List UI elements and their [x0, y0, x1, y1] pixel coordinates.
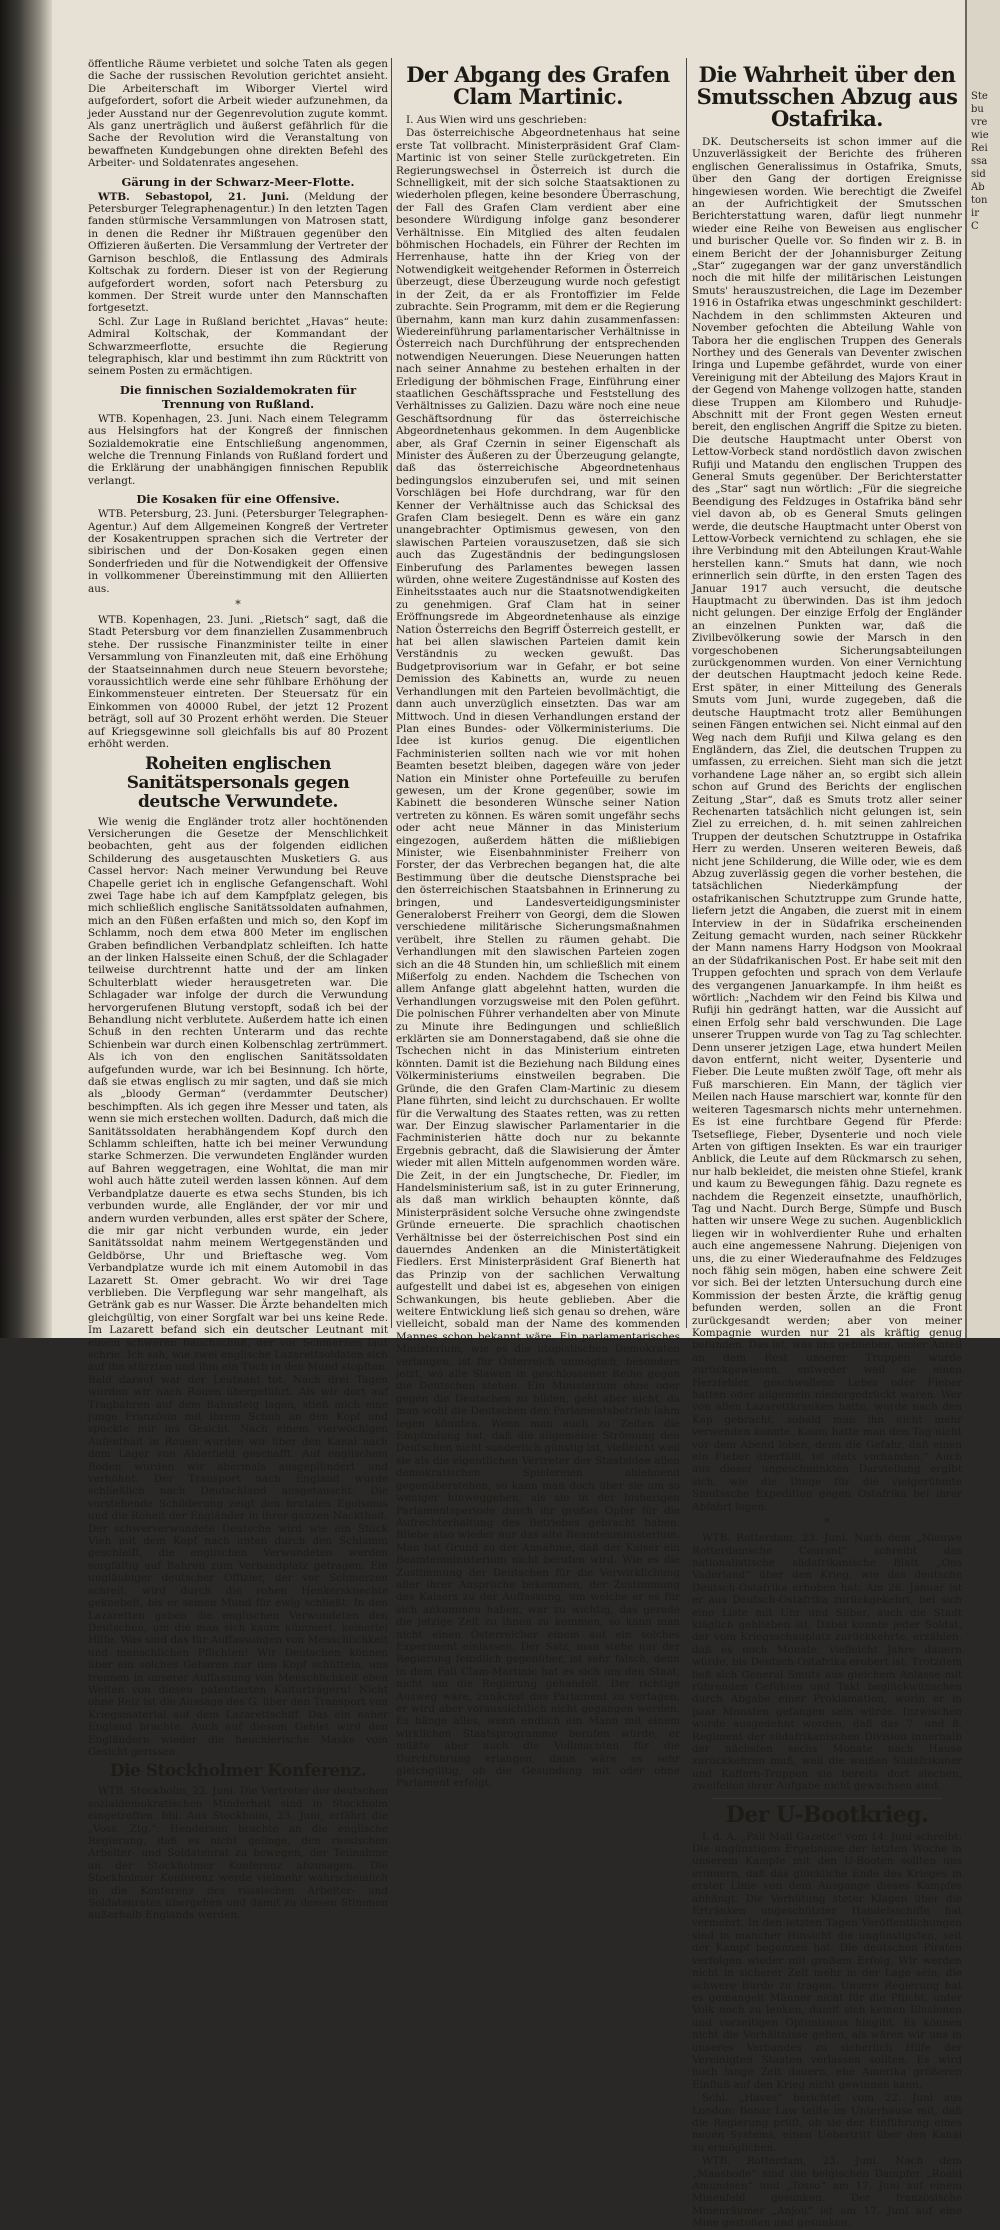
havas-note: Schl. Zur Lage in Rußland berichtet „Havas“ heute: Admiral Koltschak, der Kommandant der Schwarzmeerflotte, ersuchte die Regierung telegraphisch, klar und bestimmt ihn zum Rücktritt von seinem Posten zu ermächtigen. — [88, 315, 388, 378]
column-rule — [686, 58, 687, 1328]
rotterdam-mines-paragraph: WTB. Rotterdam, 23. Juni. Nach dem „Maasbode“ sind die belgischen Dampfer „Roald Amundsen“ und „Tosso“ am 17. Juni auf einem Minenfeld gesunken. Der französische Minenräumer „Anjou“ ist am 17. Juni auf eine Mine gestoßen und gesunken. — [692, 2155, 962, 2230]
edge-fragment: ir — [971, 208, 979, 219]
edge-fragment: sid — [971, 169, 986, 180]
body-text: (Meldung der Petersburger Telegraphenagentur.) In den letzten Tagen fanden stürmische Versammlungen von Matrosen statt, in denen die Redner ihr Mißtrauen gegenüber den Offizieren äußerten. Die Versammlung der Vertreter der Garnison beschloß, die Entlassung des Admirals Koltschak zu fordern. Dieser ist von der Regierung aufgefordert worden, sofort nach Petersburg zu kommen. Der Streit wurde unter den Mannschaften fortgesetzt. — [88, 190, 388, 315]
headline-clam-martinic: Der Abgang des Grafen Clam Martinic. — [406, 62, 670, 109]
edge-fragment: Ab — [971, 182, 985, 193]
column-right — [692, 62, 962, 2230]
edge-fragment: ssa — [971, 156, 988, 167]
book-gutter — [0, 0, 52, 1338]
edge-fragment: ton — [971, 195, 988, 206]
dateline: WTB. Sebastopol, 21. Juni. — [98, 190, 290, 203]
finance-paragraph: WTB. Kopenhagen, 23. Juni. „Rietsch“ sagt, daß die Stadt Petersburg vor dem finanziellen Zusammenbruch stehe. Der russische Finanzminister teilte in einer Versammlung von Finanzleuten mit, daß eine Erhöhung der Staatseinnahmen durch neue Steuern bevorstehe; voraussichtlich werde eine sehr fühlbare Erhöhung der Einkommensteuer eintreten. Der Steuersatz für ein Einkommen von 40000 Rubel, der jetzt 12 Prozent beträgt, soll auf 30 Prozent erhöht werden. Die Steuer auf Kriegsgewinne soll gleichfalls bis auf 80 Prozent erhöht werden. — [88, 614, 388, 751]
clam-paragraph: Das österreichische Abgeordnetenhaus hat seine erste Tat vollbracht. Ministerpräsident Graf Clam-Martinic ist von seiner Stelle zurückgetreten. Ein Regierungswechsel in Österreich ist durch die Schnelligkeit, mit der sich solche Staatsaktionen zu wiederholen pflegen, keine besondere Überraschung, der Fall des Grafen Clam verdient aber eine besondere Würdigung infolge ganz besonderer Verhältnisse. Ein Mitglied des alten feudalen böhmischen Hochadels, ein Führer der Rechten im Herrenhause, hatte ihn der Krieg von der Notwendigkeit weitgehender Reformen in Österreich überzeugt, diese Überzeugung wurde noch gefestigt in der Zeit, da er als Frontoffizier im Felde zubrachte. Sein Programm, mit dem er die Regierung übernahm, kann man kurz dahin zusammenfassen: Wiedereinführung parlamentarischer Verhältnisse in Österreich nach Durchführung der entsprechenden notwendigen Neuerungen. Diese Neuerungen hatten nach seiner Annahme zu bestehen erhalten in der Erledigung der böhmischen Frage, Einführung einer staatlichen Geschäftssprache und Feststellung des Verhältnisses zu Galizien. Dazu wäre noch eine neue Geschäftsordnung für das österreichische Abgeordnetenhaus gekommen. In dem Augenblicke aber, als Graf Czernin in seiner Eigenschaft als Minister des Äußeren zu der Überzeugung gelangte, daß das österreichische Abgeordnetenhaus bedingungslos einzuberufen sei, und mit seinen Vorschlägen bei Hofe durchdrang, war für den Kenner der Verhältnisse auch das Schicksal des Grafen Clam besiegelt. Denn es wäre ein ganz unangebrachter Optimismus gewesen, von den slawischen Parteien vorauszusetzen, daß sie sich auch das Zugeständnis der bedingungslosen Einberufung des Parlamentes bewegen lassen würden, ohne weitere Zugeständnisse auf Kosten des Einheitsstaates auch nur die Staatsnotwendigkeiten zu genehmigen. Graf Clam hat in seiner Eröffnungsrede im Abgeordnetenhause als einzige Nation Österreichs den Begriff Österreich gestellt, er hat bei allen slawischen Parteien damit kein Verständnis zu wecken gewußt. Das Budgetprovisorium war in Gefahr, er bot seine Demission des Kabinetts an, wurde zu neuen Verhandlungen mit den Parteien bevollmächtigt, die dann auch unverzüglich einsetzten. Das war am Mittwoch. Und in diesen Verhandlungen erstand der Plan eines Bundes- oder Völkerministeriums. Die Idee ist kurios genug. Die eigentlichen Fachministerien sollten nach wie vor mit hohen Beamten besetzt bleiben, dagegen wäre von jeder Nation ein Minister ohne Portefeuille zu berufen gewesen, um der Krone gegenüber, sowie im Kabinett die besonderen Wünsche seiner Nation vertreten zu können. Es wären somit ungefähr sechs oder acht neue Männer in das Ministerium eingezogen, außerdem hätten die mißliebigen Minister, wie Eisenbahnminister Freiherr von Forster, der das Verbrechen begangen hat, die alte Bestimmung über die deutsche Dienstsprache bei den österreichischen Staatsbahnen in Erinnerung zu bringen, und Landesverteidigungsminister Generaloberst Freiherr von Georgi, dem die Slowen verschiedene militärische Sicherungsmaßnahmen verübelt, ihre Stellen zu räumen gehabt. Die Verhandlungen mit den slawischen Parteien zogen sich an die 48 Stunden hin, um schließlich mit einem Mißerfolg zu enden. Nachdem die Tschechen von allem Anfange glatt abgelehnt hatten, wurden die Verhandlungen vorzugsweise mit den Polen geführt. Die polnischen Führer verhandelten aber von Minute zu Minute ihre Bedingungen und schließlich erklärten sie am Donnerstagabend, daß sie ohne die Tschechen nicht in das Ministerium eintreten könnten. Damit ist die Beziehung nach Bildung eines Völkerministeriums einstweilen begraben. Die Gründe, die den Grafen Clam-Martinic zu diesem Plane führten, sind leicht zu durchschauen. Er wollte für die Verwaltung des Staates retten, was zu retten war. Der Einzug slawischer Parlamentarier in die Fachministerien hätte doch nur zu bekannte Ergebnis gebracht, daß die Slawisierung der Ämter wieder mit allen Mitteln aufgenommen worden wäre. Die Zeit, in der ein Jungtscheche, Dr. Fiedler, im Handelsministerium saß, ist in zu guter Erinnerung, als daß man wirklich behaupten könnte, daß Ministerpräsident solche Versuche ohne zwingendste Gründe erneuerte. Die sprachlich chaotischen Verhältnisse bei der österreichischen Post sind ein dauerndes Andenken an die Ministertätigkeit Fiedlers. Erst Ministerpräsident Graf Bienerth hat das Prinzip von der sachlichen Verwaltung aufgestellt und dabei ist es, abgesehen von einigen Schwankungen, bis heute geblieben. Aber die weitere Entwicklung ließ sich genau so drehen, wäre vielleicht, sobald man der Name des kommenden Mannes schon bekannt wäre. Ein parlamentarisches Ministerium, wie es die utopistischen Demokraten verlangen, ist für Österreich unmöglich, besonders jetzt, wo alle Slawen in geschlossener Reihe gegen die Deutschen stehen. Ein Ministerium ohne oder gegen die Deutschen zu bilden, geht aber nicht, da man wohl die Deutschen den Parlamentsbetrieb lahm legen könnten. Wenn man auch zu Zeiten die Empfindung hat, daß die allgemeine Strömung den Deutschen nicht sonderlich günstig ist, vielleicht weil sie als die eigentlichen Vertreter der Staatsidee allen demokratischen Spielereien ablehnend gegenüberstehen, so kann man doch über sie um so weniger hinweggehen, als sie in der bisherigen Parlamentsperiode durch ihr großes Opfer für die Aufrechterhaltung des Betriebes gebracht haben. Bliebe also wieder nur das alte Beamtenministerium. Man hat Grund zu der Annahme, daß der Kaiser ein Beamtenministerium nicht berufen wird. Wie es die Zustimmung der Deutschen für die Verwirklichung aller ihrer Ansprüche bekommen, der Zustimmung des Kaisers zu der Auffassung, um welche er es für sich ankommen haben, war zu wichtig, das gerade die jetzige Zeit zu ihnen zu kommen, so kann man nicht einen Österreicher einem auf ein solches Experiment einlassen. Der Satz, man stehe nur der Regierung feindlich gegenüber, ist sehr falsch, denn in dem Fall Clam-Martinic hat es sich um den Staat, nicht um die Regierung gehandelt. Der richtige Ausweg wäre, zunächst das Parlament zu vertagen, er wird aber voraussichtlich nicht gegangen werden. Es hänge alles, wenn endlich ein Mann mit einem wirklichen Staatsprogramme berufen würde, er müßte aber auch die Vollmachten für die Durchführung erlangen, dann wäre es sehr gleichgültig, ob die Gesundung mit oder ohne Parlament erfolgt. — [396, 127, 680, 1790]
subheading-kosaken: Die Kosaken für eine Offensive. — [136, 492, 340, 507]
subheading-finnish: Die finnischen Sozialdemokraten für Trennung von Rußland. — [119, 382, 357, 411]
stockholm-paragraph: WTB. Stockholm, 22. Juni. Die Vertreter der deutschen sozialdemokratischen Minderheit sind in Stockholm eingetroffen. bbl. Aus Stockholm, 23. Juni, erfährt die „Voss. Ztg.“: Henderson brachte an die englische Regierung, daß es nicht gelinge, den russischen Arbeiter- und Soldatenrat zu bewegen, der Teilnahme an der Stockholmer Konferenz abzusagen. Die Stockholmer Konferenz werde vielmehr wahrscheinlich in die Konferenz des russischen Arbeiter- und Soldatenrates übergehen und damit zu dessen Stimmen außerhalb Englands werden. — [88, 1785, 388, 1922]
subheading-schwarzmeer: Gärung in der Schwarz-Meer-Flotte. — [121, 174, 355, 189]
opening-paragraph: öffentliche Räume verbietet und solche Taten als gegen die Sache der russischen Revolution gerichtet ansieht. Die Arbeiterschaft im Wiborger Viertel wird aufgefordert, sofort die Arbeit wieder aufzunehmen, da jeder Ausstand nur der Gegenrevolution zugute kommt. Als ganz unerträglich und äußerst gefährlich für die Sache der Revolution wird die Veranstaltung von bewaffneten Kundgebungen ohne direkten Befehl des Arbeiter- und Soldatenrates angesehen. — [88, 58, 388, 170]
roheiten-paragraph: Wie wenig die Engländer trotz aller hochtönenden Versicherungen die Gesetze der Menschlichkeit beobachten, geht aus der folgenden eidlichen Schilderung des ausgetauschten Musketiers G. aus Cassel hervor: Nach meiner Verwundung bei Reuve Chapelle geriet ich in englische Gefangenschaft. Wohl zwei Tage habe ich auf dem Kampfplatz gelegen, bis mich schließlich englische Sanitätssoldaten aufnahmen, mich an den Füßen erfaßten und mich so, den Kopf im Schlamm, noch dem etwa 800 Meter im englischen Graben befindlichen Verbandplatz schleiften. Ich hatte an der linken Halsseite einen Schuß, der die Schlagader teilweise durchtrennt hatte und der am linken Schulterblatt wieder herausgetreten war. Die Schlagader war infolge der durch die Verwundung hervorgerufenen Blutung verstopft, sodaß ich bei der Behandlung nicht verblutete. Außerdem hatte ich einen Schuß in den rechten Unterarm und das rechte Schienbein war durch einen Kolbenschlag zertrümmert. Als ich von den englischen Sanitätssoldaten aufgefunden wurde, war ich bei Besinnung. Ich hörte, daß sie etwas englisch zu mir sagten, und daß sie mich als „bloody German“ (verdammter Deutscher) beschimpften. Als ich gegen ihre Messer und taten, als wenn sie mich erstechen wollten. Dadurch, daß mich die Sanitätssoldaten herabhängendem Kopf durch den Schlamm schleiften, hatte ich bei meiner Verwundung starke Schmerzen. Die verwundeten Engländer wurden auf Bahren weggetragen, eine Wohltat, die man mir wohl auch hätte zuteil werden lassen können. Auf dem Verbandplatze dauerte es etwa sechs Stunden, bis ich verbunden wurde, alle Engländer, der vor mir und andern wurden verbunden, alles erst später der Schere, die mir gar nicht verbunden wurde, ein jeder Sanitätssoldat nahm meinem Wertgegenständen und Geldbörse, Uhr und Brieftasche weg. Vom Verbandplatze wurde ich mit einem Automobil in das Lazarett St. Omer gebracht. Wo wir drei Tage verblieben. Die Verpflegung war sehr mangelhaft, als Getränk gab es nur Wasser. Die Ärzte behandelten mich gleichgültig, von einer Sorgfalt war bei uns keine Rede. Im Lazarett befand sich ein deutscher Leutnant mit einem schweren Bauchschuß, der vor Schmerzen laut schrie. Ich sah, wie zwei englische Lazarettsoldaten sich auf ihn stürzten und ihm ein Tuch in den Mund stopften. Bald darauf war der Leutnant tot. Nach drei Tagen wurden wir nach Rouen übergeführt. Als wir dort auf Tragbahren auf dem Bahnsteig lagen, stieß mich eine junge Französin mit ihrem Schuh an den Kopf und spuckte mir ins Gesicht. Nach einem vierwöchigen Aufenthalt in Rouen wurden wir über den Kanal nach dem Lager von Alderfield geschafft. Auf englischem Boden wurden wir abermals ausgeplündert und verhöhnt. Der Transport nach England wurde schließlich nach Deutschland ausgetauscht. Die vorstehende Schilderung zeigt den brutalen Egoismus und die Roheit der Engländer in ihrer ganzen Nacktheit. Der schwerverwundete Deutsche wird wie ein Stück Vieh mit dem Kopf nach unten durch den Schlamm geschleift, die englischen Verwundeten werden sorgfältig auf Bahren zum Verbandplatz getragen. Ein ungläubiger deutscher Offizier, der vor Schmerzen schreit, wird durch die rohen Henkersknechte geknebelt, bis er seinen Mund für ewig schließt. In den Lazaretten geben die englischen Verwundeten den Deutschen, um die man sich kaum kümmert, keinerlei Hilfe. Was sind das für Auffassungen von Menschlichkeit und menschlichen Pflichten! Wir Deutschen können über ein solches Gebaren nur den Kopf schütteln, uns trennen in unserer Auffassung von Menschlichkeit eben Welten von diesen patentierten Kulturträgern! Nicht ohne Reiz ist die Aussage des G. über den Transport von Kriegsmaterial auf dem Lazarettschiff. Das ein naher England brachte. Auch auf diesem Gebiet wird den Engländern wieder die heuchlerische Maske vom Gesicht gerissen. — [88, 815, 388, 1758]
dateline-sebastopol — [88, 191, 388, 315]
column-rule — [391, 58, 392, 1328]
headline-stockholm: Die Stockholmer Konferenz. — [109, 1761, 367, 1782]
edge-fragment: bu — [971, 104, 984, 115]
ubootkrieg-paragraph: I. d. A. „Pall Mall Gazette“ vom 14. Juni schreibt: Die ungünstigen Ergebnisse der letzten Woche in unserem Kampfe mit den U-Booten sollten uns erinnern, daß das glückliche Ende des Krieges in erster Linie von dem Ausgange dieses Kampfes abhängt. Die Verhütung steter Klagen über die Ertränken ungeschützter Handelsschiffe hat vermehrt. In den letzten Tagen Veröffentlichungen sind in mancher Hinsicht die ungünstigsten, seit der Kampf begonnen hat. Die deutschen Piraten verfolgen wieder mit großem Erfolg. Wir werden nicht in sicherer Zeit mehr in der Lage sein, die schwere Bürde zu tragen. Unsere Regierung hat es gemangelt Männer nicht für die Pflicht, unter Volk noch zu lenken, damit sich keinen Illusionen und vorzeitigen Optimismus hingibt. Es können nicht die Verhältnisse geben, als wären wir uns in unseres Verbandes zu sicherlich Hilfe der Vereinigten Staaten verlassen sollten. Es wird noch lange Zeit dauern, ehe Amerika größeren Einfluß auf den Krieg nicht gewinnen kann. — [692, 1830, 962, 2091]
finnish-paragraph: WTB. Kopenhagen, 23. Juni. Nach einem Telegramm aus Helsingfors hat der Kongreß der finnischen Sozialdemokratie eine Entschließung angenommen, welche die Trennung Finlands von Rußland fordert und die Erklärung der unabhängigen finnischen Republik verlangt. — [88, 412, 388, 487]
edge-fragment: wie — [971, 130, 989, 141]
section-star: * — [824, 1516, 830, 1530]
headline-roheiten: Roheiten englischen Sanitätspersonals gegen deutsche Verwundete. — [126, 753, 350, 812]
edge-fragment: Rei — [971, 143, 988, 154]
kosaken-paragraph: WTB. Petersburg, 23. Juni. (Petersburger Telegraphen-Agentur.) Auf dem Allgemeinen Kongreß der Vertreter der Kosakentruppen sprachen sich die Vertreter der sibirischen und der Don-Kosaken gegen einen Sonderfrieden und für die Notwendigkeit der Offensive in vollkommener Übereinstimmung mit den Alliierten aus. — [88, 508, 389, 595]
edge-fragment: C — [971, 221, 979, 232]
column-middle — [396, 62, 680, 1790]
divider — [712, 1798, 942, 1799]
edge-fragment: Ste — [971, 91, 988, 102]
headline-ubootkrieg: Der U-Bootkrieg. — [725, 1801, 929, 1828]
headline-smuts: Die Wahrheit über den Smutsschen Abzug aus Ostafrika. — [696, 62, 958, 131]
smuts-paragraph: DK. Deutscherseits ist schon immer auf die Unzuverlässigkeit der Berichte des früheren englischen Generalissimus in Ostafrika, Smuts, über den Gang der dortigen Ereignisse hingewiesen worden. Wie berechtigt die Zweifel an der Aufrichtigkeit der Smutsschen Berichterstattung waren, dafür liegt nunmehr wieder eine Reihe von Beweisen aus englischer und burischer Quelle vor. So finden wir z. B. in einem Bericht der der Johannisburger Zeitung „Star“ zugegangen war der ganz unverständlich noch die mit hilfe der militärischen Leistungen Smuts' herauszustreichen, die Lage im Dezember 1916 in Ostafrika etwas ungeschminkt geschildert: Nachdem in den schlimmsten Akteuren und November gefochten die Abteilung Wahle von Tabora her die englischen Truppen des Generals Northey und des Generals van Deventer zwischen Iringa und Lupembe gefährdet, wurde von einer Vereinigung mit der Abteilung des Majors Kraut in der Gegend von Mahenge vollzogen hatte, standen diese Truppen am Kilombero und Ruhudje-Abschnitt mit der Front gegen Westen erneut bereit, den englischen Angriff die Spitze zu bieten. Die deutsche Hauptmacht unter Oberst von Lettow-Vorbeck stand nordöstlich davon zwischen Rufiji und Matandu den englischen Truppen des General Smuts gegenüber. Der Berichterstatter des „Star“ sagt nun wörtlich: „Für die siegreiche Beendigung des Feldzuges in Ostafrika bänd sehr viel davon ab, ob es General Smuts gelingen werde, die deutsche Hauptmacht unter Oberst von Lettow-Vorbeck vernichtend zu schlagen, ehe sie ihre Verbindung mit den Abteilungen Kraut-Wahle herstellen kann.“ Smuts hat dann, wie noch erinnerlich sein dürfte, in den ersten Tagen des Januar 1917 auch versucht, die deutsche Hauptmacht zu überwinden. Das ist ihm jedoch nicht gelungen. Der einzige Erfolg der Engländer an einzelnen Punkten war, daß die Zivilbevölkerung sowie der Marsch in den vorgeschobenen Sicherungsabteilungen zurückgenommen wurden. Von einer Vernichtung der deutschen Hauptmacht jedoch keine Rede. Erst später, in einer Mitteilung des Generals Smuts vom Juni, wurde zugegeben, daß die deutsche Hauptmacht trotz aller Bemühungen seinen Fängen entwichen sei. Nicht einmal auf den Weg nach dem Rufiji und Kilwa gelang es den Engländern, das Ziel, die deutschen Truppen zu umfassen, zu erreichen. Sieht man sich die jetzt vorhandene Lage näher an, so ergibt sich allein schon auf Grund des Berichts der englischen Zeitung „Star“, daß es Smuts trotz aller seiner Rechenarten tatsächlich nicht gelungen ist, sein Ziel zu erreichen, d. h. mit seinen zahlreichen Truppen der deutschen Schutztruppe in Ostafrika Herr zu werden. Unseren weiteren Beweis, daß nicht jene Schilderung, die Wille oder, wie es dem Abzug zuverlässig gegen die vorher bestehen, die tatsächlichen Niederkämpfung der ostafrikanischen Schutztruppe zum Grunde hatte, liefern jetzt die Angaben, die zuerst mit in einem Interview in der in Südafrika erscheinenden Zeitung gemacht wurden, nach seiner Rückkehr der Mann namens Harry Hodgson von Mookraal an der Südafrikanischen Post. Er habe seit mit den Truppen gefochten und sprach von dem Verlaufe des vergangenen Januarkampfe. In ihm heißt es wörtlich: „Nachdem wir den Feind bis Kilwa und Rufiji hin gedrängt hatten, war die Aussicht auf einen Erfolg sehr bald verschwunden. Die Lage unserer Truppen wurde von Tag zu Tag schlechter. Denn unserer jetzigen Lage, etwa hundert Meilen davon entfernt, nicht weiter, Dysenterie und Fieber. Die Leute mußten zwölf Tage, oft mehr als Fuß marschieren. Ein Mann, der täglich vier Meilen nach Hause marschiert war, konnte für den weiteren Tagesmarsch nichts mehr unternehmen. Es ist eine furchtbare Gegend für Pferde: Tsetsefliege, Fieber, Dysenterie und noch viele Arten von giftigen Insekten. Es war ein trauriger Anblick, die Leute auf dem Rückmarsch zu sehen, nur halb bekleidet, die meisten ohne Stiefel, krank und kaum zu Bewegungen fähig. Dazu regnete es nachdem die Regenzeit einsetzte, unaufhörlich, Tag und Nacht. Durch Berge, Sümpfe und Busch hatten wir unsere Wege zu suchen. Augenblicklich liegen wir in wohlverdienter Ruhe und erhalten auch eine angemessene Nahrung. Diejenigen von uns, die zu einer Wiederaufnahme des Feldzuges noch fähig sein mögen, haben eine schwere Zeit vor sich. Bei der letzten Untersuchung durch eine Kommission der besten Ärzte, die kräftig genug befunden werden, sollen an die Front zurückgesandt werden; aber von meiner Kompagnie wurden nur 21 als kräftig genug befunden. Das ist, was uns geblieben, unser Anteil an dem Rest unserer Truppen wurde zurückgewiesen, entweder weil sie einen Herzfehler, geschwollene Leber oder Fieber hatten oder allgemein niedergedrückt waren. Wer von allen Lazarettkranken hatte, wurde nach den Kap gebracht, sobald man ihn nicht mehr verwenden konnte. Kaum hatte man den Tag nicht vor dem Abend loben, denn die Gefahr, daß einen ein Fieber überfällt, ist stets vorhanden.“ Auch aus dieser ungeschminkten Darstellung ergibt sich, wie die Dinge für die vielgerühmte Smutssche Expedition gegen Ostafrika bei ihrer Abfahrt lagen. — [692, 136, 962, 1513]
havas-london-paragraph: Schl. „Havas“ berichtet vom 22. Juni aus London: Bonar Law teilte im Unterhause mit, daß die Regierung prüft, ob sie der Einführung eines neuen Systems, einen Uebertritt über den Kanal zu ermöglichen. — [692, 2092, 962, 2154]
section-star: * — [235, 598, 241, 612]
edge-fragment: vre — [971, 117, 988, 128]
column-left — [88, 58, 389, 1922]
byline: I. Aus Wien wird uns geschrieben: — [406, 114, 587, 126]
rotterdam-paragraph: WTB. Rotterdam, 23. Juni. Nach dem „Nieuwe Rotterdamsche Courant“ schreibt das nationalistische südafrikanische Blatt „Ons Vaderland“ über den Krieg, wie das deutsche Deutsch-Ostafrika erhoben hat: Am 26. Januar ist er aus Deutsch-Ostafrika zurückgekehrt, bei sich eine Liste mit Uhr und Silber, auch die Stadt kläglich geblieben ist. Dabei konnte jeder Soldat, der vom Kriegsschauplatz zurückkehrte, erzählen, daß es noch Monate, vielleicht Jahre dauern würde, bis Deutsch-Ostafrika erobert ist. Trotzdem ließ sich General Smuts aus gleichem Anlasse mit rührenden Gefühlen und Takt beglückwünschen durch Abgabe einer Proklamation, worin er in paar Monaten gefangen sein würde. Inzwischen wurde ausgedehnt worden, daß das 7. und 8. Regiment der südafrikanischen Division innerhalb der nächsten sechs Monate nach Hause zurückkehren muß, weil die weißen Südafrikaner und Kaffern-Truppen sie bereits dort siechen, zweifellos ihrer Aufgabe nicht gewachsen sind. — [692, 1532, 962, 1793]
adjacent-page-edge — [965, 0, 1000, 1338]
